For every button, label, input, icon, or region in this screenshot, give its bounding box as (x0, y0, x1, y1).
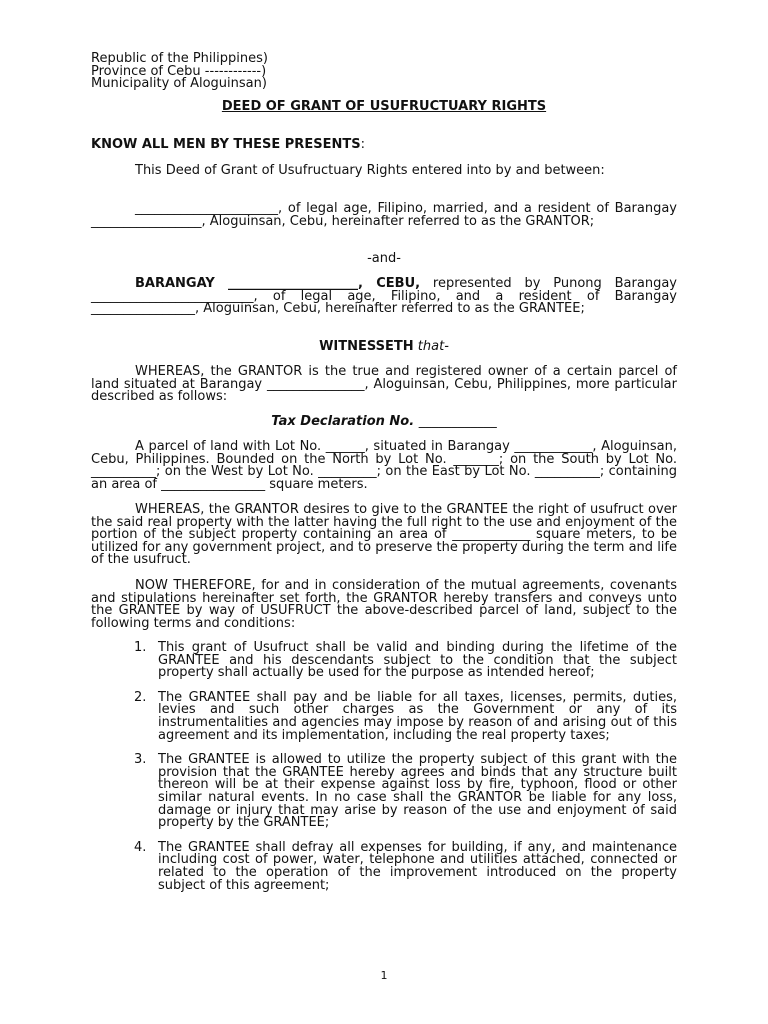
term-number: 1. (134, 640, 147, 655)
know-all-men-bold: KNOW ALL MEN BY THESE PRESENTS (91, 137, 361, 152)
term-text: This grant of Usufruct shall be valid and binding during the lifetime of the GRANTEE and his descendants subject to the condition that the subject property shall actually be used for the purpose as intended hereof; (158, 640, 677, 681)
grantee-paragraph (91, 278, 677, 316)
list-item (134, 754, 677, 830)
header-republic: Republic of the Philippines) (91, 51, 268, 66)
grantor-paragraph: ______________________, of legal age, Filipino, married, and a resident of Barangay _________________, Aloguinsan, Cebu, hereinafter referred to as the GRANTOR; (91, 201, 677, 229)
document-header (91, 53, 391, 91)
page-number: 1 (380, 969, 388, 982)
term-text: The GRANTEE shall pay and be liable for all taxes, licenses, permits, duties, levies and such other charges as the Government or any of its instrumentalities and agencies may impose by reason of and arising out of this agreement and its implementation, including the real property taxes; (158, 689, 677, 743)
parcel-description-paragraph: A parcel of land with Lot No. ______, situated in Barangay ____________, Aloguinsan, Cebu, Philippines. Bounded on the North by Lot No. _______; on the South by Lot No. __________; on the West by Lot No. _________; on the East by Lot No. __________; containing an area of ________________ square meters. (91, 439, 677, 492)
intro-paragraph: This Deed of Grant of Usufructuary Rights entered into by and between: (135, 163, 605, 178)
term-number: 4. (134, 839, 147, 855)
grantee-paragraph-text: represented by Punong Barangay _________________________, of legal age, Filipino, and a resident of Barangay ________________, Aloguinsan, Cebu, hereinafter referred to as the GRANTEE; (91, 276, 677, 317)
grantee-barangay-bold: BARANGAY ____________________, CEBU, (135, 276, 421, 291)
tax-declaration-label: Tax Declaration No. (271, 414, 419, 429)
term-number: 3. (134, 752, 147, 768)
witnesseth-italic: that- (413, 339, 449, 354)
tax-declaration-heading (91, 416, 677, 429)
and-separator: -and- (367, 251, 401, 266)
know-all-men-colon: : (360, 137, 365, 152)
know-all-men (91, 139, 677, 152)
terms-list (134, 642, 677, 892)
term-text: The GRANTEE is allowed to utilize the property subject of this grant with the provision that the GRANTEE hereby agrees and binds that any structure built thereon will be at their expense against loss by fire, typhoon, flood or other similar natural events. In no case shall the GRANTOR be liable for any loss, damage or injury that may arise by reason of the use and enjoyment of said property by the GRANTEE; (158, 752, 677, 831)
term-text: The GRANTEE shall defray all expenses for building, if any, and maintenance including cost of power, water, telephone and utilities attached, connected or related to the operation of the improvement introduced on the property subject of this agreement; (158, 839, 677, 893)
list-item (134, 689, 677, 743)
witnesseth-heading (91, 341, 677, 354)
header-municipality: Municipality of Aloguinsan) (91, 76, 267, 92)
tax-declaration-blank: ____________ (418, 414, 497, 429)
whereas-usufruct-paragraph: WHEREAS, the GRANTOR desires to give to the GRANTEE the right of usufruct over the said real property with the latter having the full right to the use and enjoyment of the portion of the subject property containing an area of ____________ square meters, to be utilized for any government project, and to preserve the property during the term and life of the usufruct. (91, 502, 677, 568)
list-item (134, 642, 677, 680)
whereas-owner-paragraph: WHEREAS, the GRANTOR is the true and registered owner of a certain parcel of land situated at Barangay _______________, Aloguinsan, Cebu, Philippines, more particular described as follows: (91, 364, 677, 405)
witnesseth-bold: WITNESSETH (319, 339, 414, 354)
document-title: DEED OF GRANT OF USUFRUCTUARY RIGHTS (221, 99, 547, 114)
header-province: Province of Cebu ------------) (91, 63, 267, 79)
now-therefore-paragraph: NOW THEREFORE, for and in consideration of the mutual agreements, covenants and stipulations hereinafter set forth, the GRANTOR hereby transfers and conveys unto the GRANTEE by way of USUFRUCT the above-described parcel of land, subject to the following terms and conditions: (91, 578, 677, 631)
term-number: 2. (134, 689, 147, 705)
list-item (134, 839, 677, 893)
